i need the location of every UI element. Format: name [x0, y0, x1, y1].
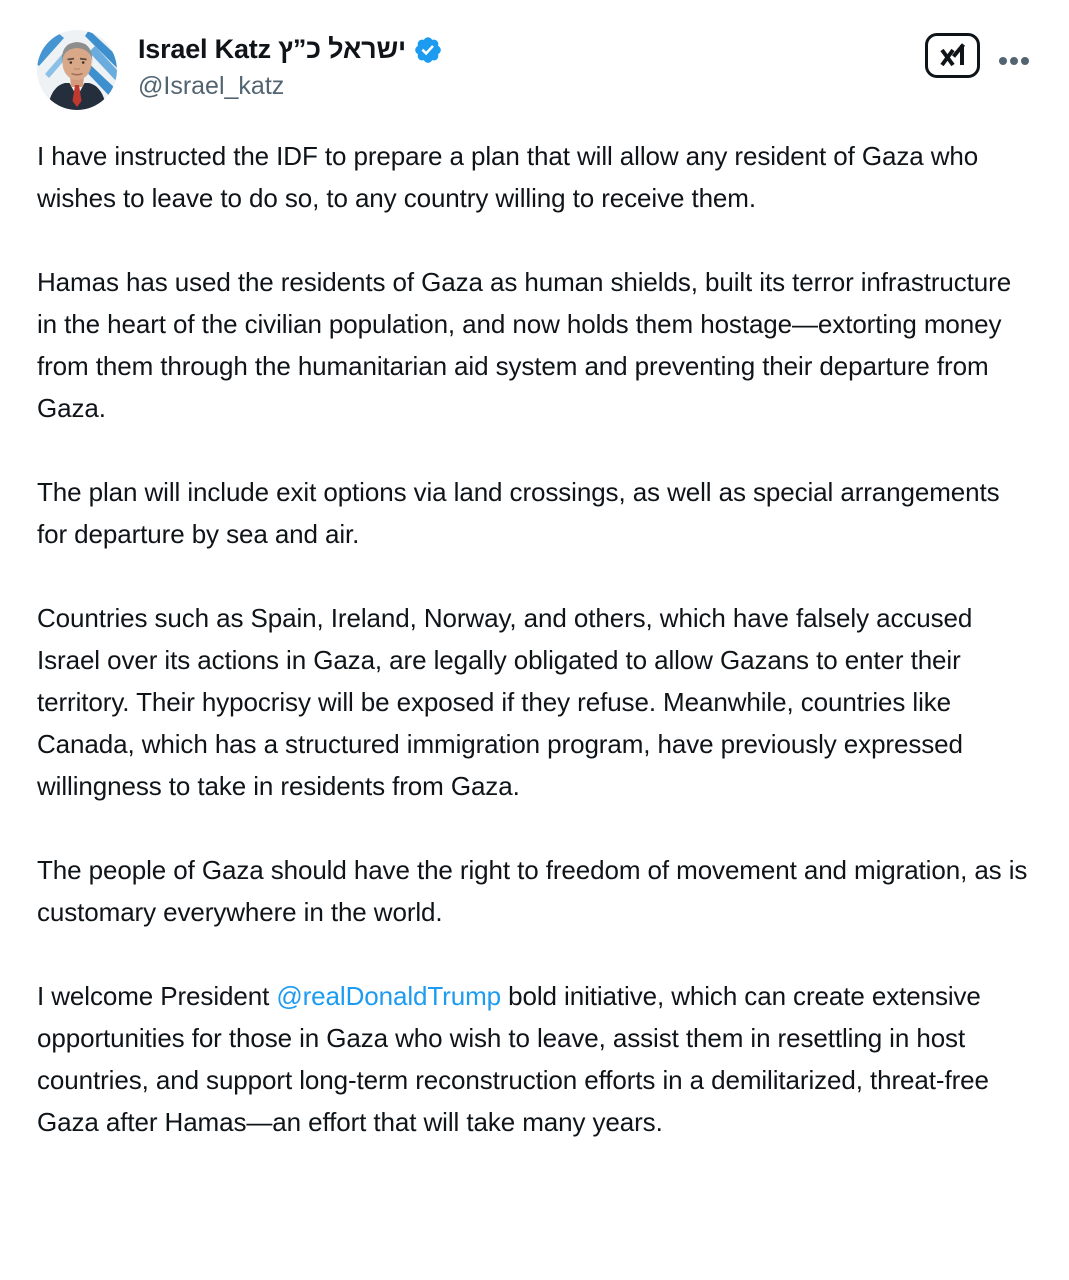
tweet-paragraph: The people of Gaza should have the right to freedom of movement and migration, as is customary everywhere in the world.: [37, 855, 1028, 927]
avatar[interactable]: [37, 30, 117, 110]
display-name-row[interactable]: [138, 33, 925, 65]
xai-grok-icon: [936, 40, 970, 72]
grok-button[interactable]: [925, 33, 980, 78]
more-button[interactable]: [999, 57, 1029, 65]
ellipsis-icon: [999, 57, 1007, 65]
ellipsis-icon: [1021, 57, 1029, 65]
header-actions: [925, 30, 1029, 78]
avatar-portrait-image: [37, 30, 117, 110]
tweet-paragraph: [37, 975, 1029, 1143]
tweet-text: [37, 135, 1029, 1143]
tweet-header: [37, 30, 1029, 110]
tweet-paragraph: Countries such as Spain, Ireland, Norway, and others, which have falsely accused Israel over its actions in Gaza, are legally obligated to allow Gazans to enter their territory. Their hypocrisy will be exposed if they refuse. Meanwhile, countries like Canada, which has a structured immigration program, have previously expressed willingness to take in residents from Gaza.: [37, 603, 973, 801]
tweet-text-segment: I welcome President: [37, 981, 277, 1011]
tweet-text-segment: bold initiative, which can create extensive opportunities for those in Gaza who wish to leave, assist them in resettling in host countries, and support long-term reconstruction efforts in a demilitarized, threat-free Gaza after Hamas—an effort that will take many years.: [37, 981, 989, 1137]
user-handle[interactable]: @Israel_katz: [138, 72, 285, 100]
verified-badge-icon: [413, 35, 443, 65]
ellipsis-icon: [1010, 57, 1018, 65]
mention-link[interactable]: @realDonaldTrump: [276, 981, 502, 1011]
user-names-block: [138, 30, 925, 101]
tweet-paragraph: I have instructed the IDF to prepare a plan that will allow any resident of Gaza who wishes to leave to do so, to any country willing to receive them.: [37, 141, 979, 213]
display-name[interactable]: ישראל כ”ץ Israel Katz: [138, 33, 406, 64]
tweet-paragraph: Hamas has used the residents of Gaza as human shields, built its terror infrastructure in the heart of the civilian population, and now holds them hostage—extorting money from them through the humanitarian aid system and preventing their departure from Gaza.: [37, 267, 1012, 423]
tweet-paragraph: The plan will include exit options via land crossings, as well as special arrangements for departure by sea and air.: [37, 477, 1000, 549]
